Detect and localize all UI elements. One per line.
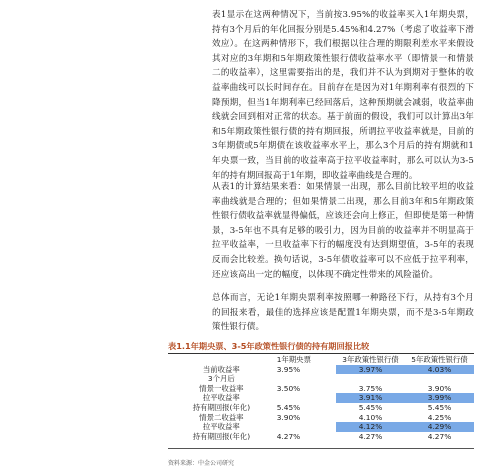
table-row: [168, 365, 474, 375]
table-cell: 4.10%: [358, 412, 383, 422]
paragraph-2: 从表1的计算结果来看：如果情景一出现，那么目前比较平坦的收益率曲线就是合理的；但如果情景二出现，那么目前3年和5年期政策性银行债收益率就显得偏低，应该还会向上修正，但即使是第一种情景，3-5年也不具有足够的吸引力，因为目前的收益率并不明显高于拉平收益率，一旦收益率下行的幅度没有达到期望值，3-5年的表现反而会比较差。换句话说，3-5年债收益率可以不应低于拉平利率，还应该高出一定的幅度，以体现不确定性带来的风险溢价。: [212, 182, 474, 280]
table-row: [168, 422, 474, 432]
table-row: [168, 403, 474, 413]
table-cell: 3.99%: [405, 393, 474, 403]
table-cell: [275, 374, 336, 384]
table-cell: 3.90%: [427, 383, 452, 393]
table-cell: 拉平收益率: [202, 422, 240, 432]
table-cell: 4.12%: [336, 422, 405, 432]
table-cell: 5.45%: [358, 402, 383, 412]
holding-return-table: [168, 355, 474, 441]
table-row: [168, 413, 474, 423]
table-cell: 5.45%: [427, 402, 452, 412]
table-cell: 当前收益率: [202, 364, 240, 374]
table-cell: [275, 393, 336, 403]
table-cell: 3.97%: [336, 365, 405, 375]
table-cell: 3.50%: [276, 383, 301, 393]
table-cell: 情景二收益率: [199, 412, 244, 422]
table-title: 表1.1年期央票、3-5年政策性银行债的持有期回报比较: [168, 341, 370, 351]
table-row: [168, 374, 474, 384]
table-bottom-rule: [168, 448, 474, 449]
paragraph-1: 表1显示在这两种情况下，当前按3.95%的收益率买入1年期央票，持有3个月后的年化回报分别是5.45%和4.27%（考虑了收益率下滑效应）。在这两种情形下，我们根据以往合理的期限利差水平来假设其对应的3年期和5年期政策性银行债收益率水平（即情景一和情景二的收益率），这里需要指出的是，我们并不认为到期对于整体的收益率曲线可以长时间存在。目前存在是因为对1年期利率有很烈的下降预期，但当1年期利率已经回落后，这种预期就会减弱，收益率曲线就会回到相对正常的状态。基于前面的假设，我们可以计算出3年和5年期政策性银行债的持有期回报，所谓拉平收益率就是，目前的3年期债或5年期债在该收益率水平上，那么3个月后的持有期就和1年央票一致，当目前的收益率高于拉平收益率时，那么可以认为3-5年的持有期回报高于1年期，即收益率曲线是合理的。: [212, 10, 474, 181]
header-cell: 1年期央票: [276, 355, 311, 364]
table-cell: 情景一收益率: [199, 383, 244, 393]
table-cell: 3.91%: [336, 393, 405, 403]
header-cell: 3年政策性银行债: [342, 355, 399, 364]
header-cell: 5年政策性银行债: [411, 355, 468, 364]
table-cell: 4.25%: [427, 412, 452, 422]
table-cell: 3个月后: [207, 374, 235, 384]
table-row: [168, 393, 474, 403]
table-cell: [405, 374, 474, 384]
table-cell: 持有期回报(年化): [192, 431, 251, 441]
table-cell: 3.90%: [276, 412, 301, 422]
table-cell: 拉平收益率: [202, 393, 240, 403]
table-row: [168, 384, 474, 394]
header-cell: [168, 355, 275, 365]
source-note: 资料来源：中金公司研究: [168, 460, 235, 467]
table-cell: 5.45%: [276, 402, 301, 412]
table-cell: 4.27%: [427, 431, 452, 441]
table-cell: 4.29%: [405, 422, 474, 432]
table-cell: 4.27%: [358, 431, 383, 441]
table-cell: [336, 374, 405, 384]
paragraph-3: 总体而言，无论1年期央票利率按照哪一种路径下行，从持有3个月的回报来看，最佳的选择应该是配置1年期央票，而不是3-5年期政策性银行债。: [212, 293, 474, 333]
table-cell: 持有期回报(年化): [192, 402, 251, 412]
table-cell: 3.75%: [358, 383, 383, 393]
table-row: [168, 432, 474, 442]
table-cell: 3.95%: [276, 364, 301, 374]
table-cell: [275, 422, 336, 432]
table-cell: 4.03%: [405, 365, 474, 375]
table-cell: 4.27%: [276, 431, 301, 441]
table-header-row: [168, 355, 474, 365]
table-top-rule: [168, 353, 474, 354]
